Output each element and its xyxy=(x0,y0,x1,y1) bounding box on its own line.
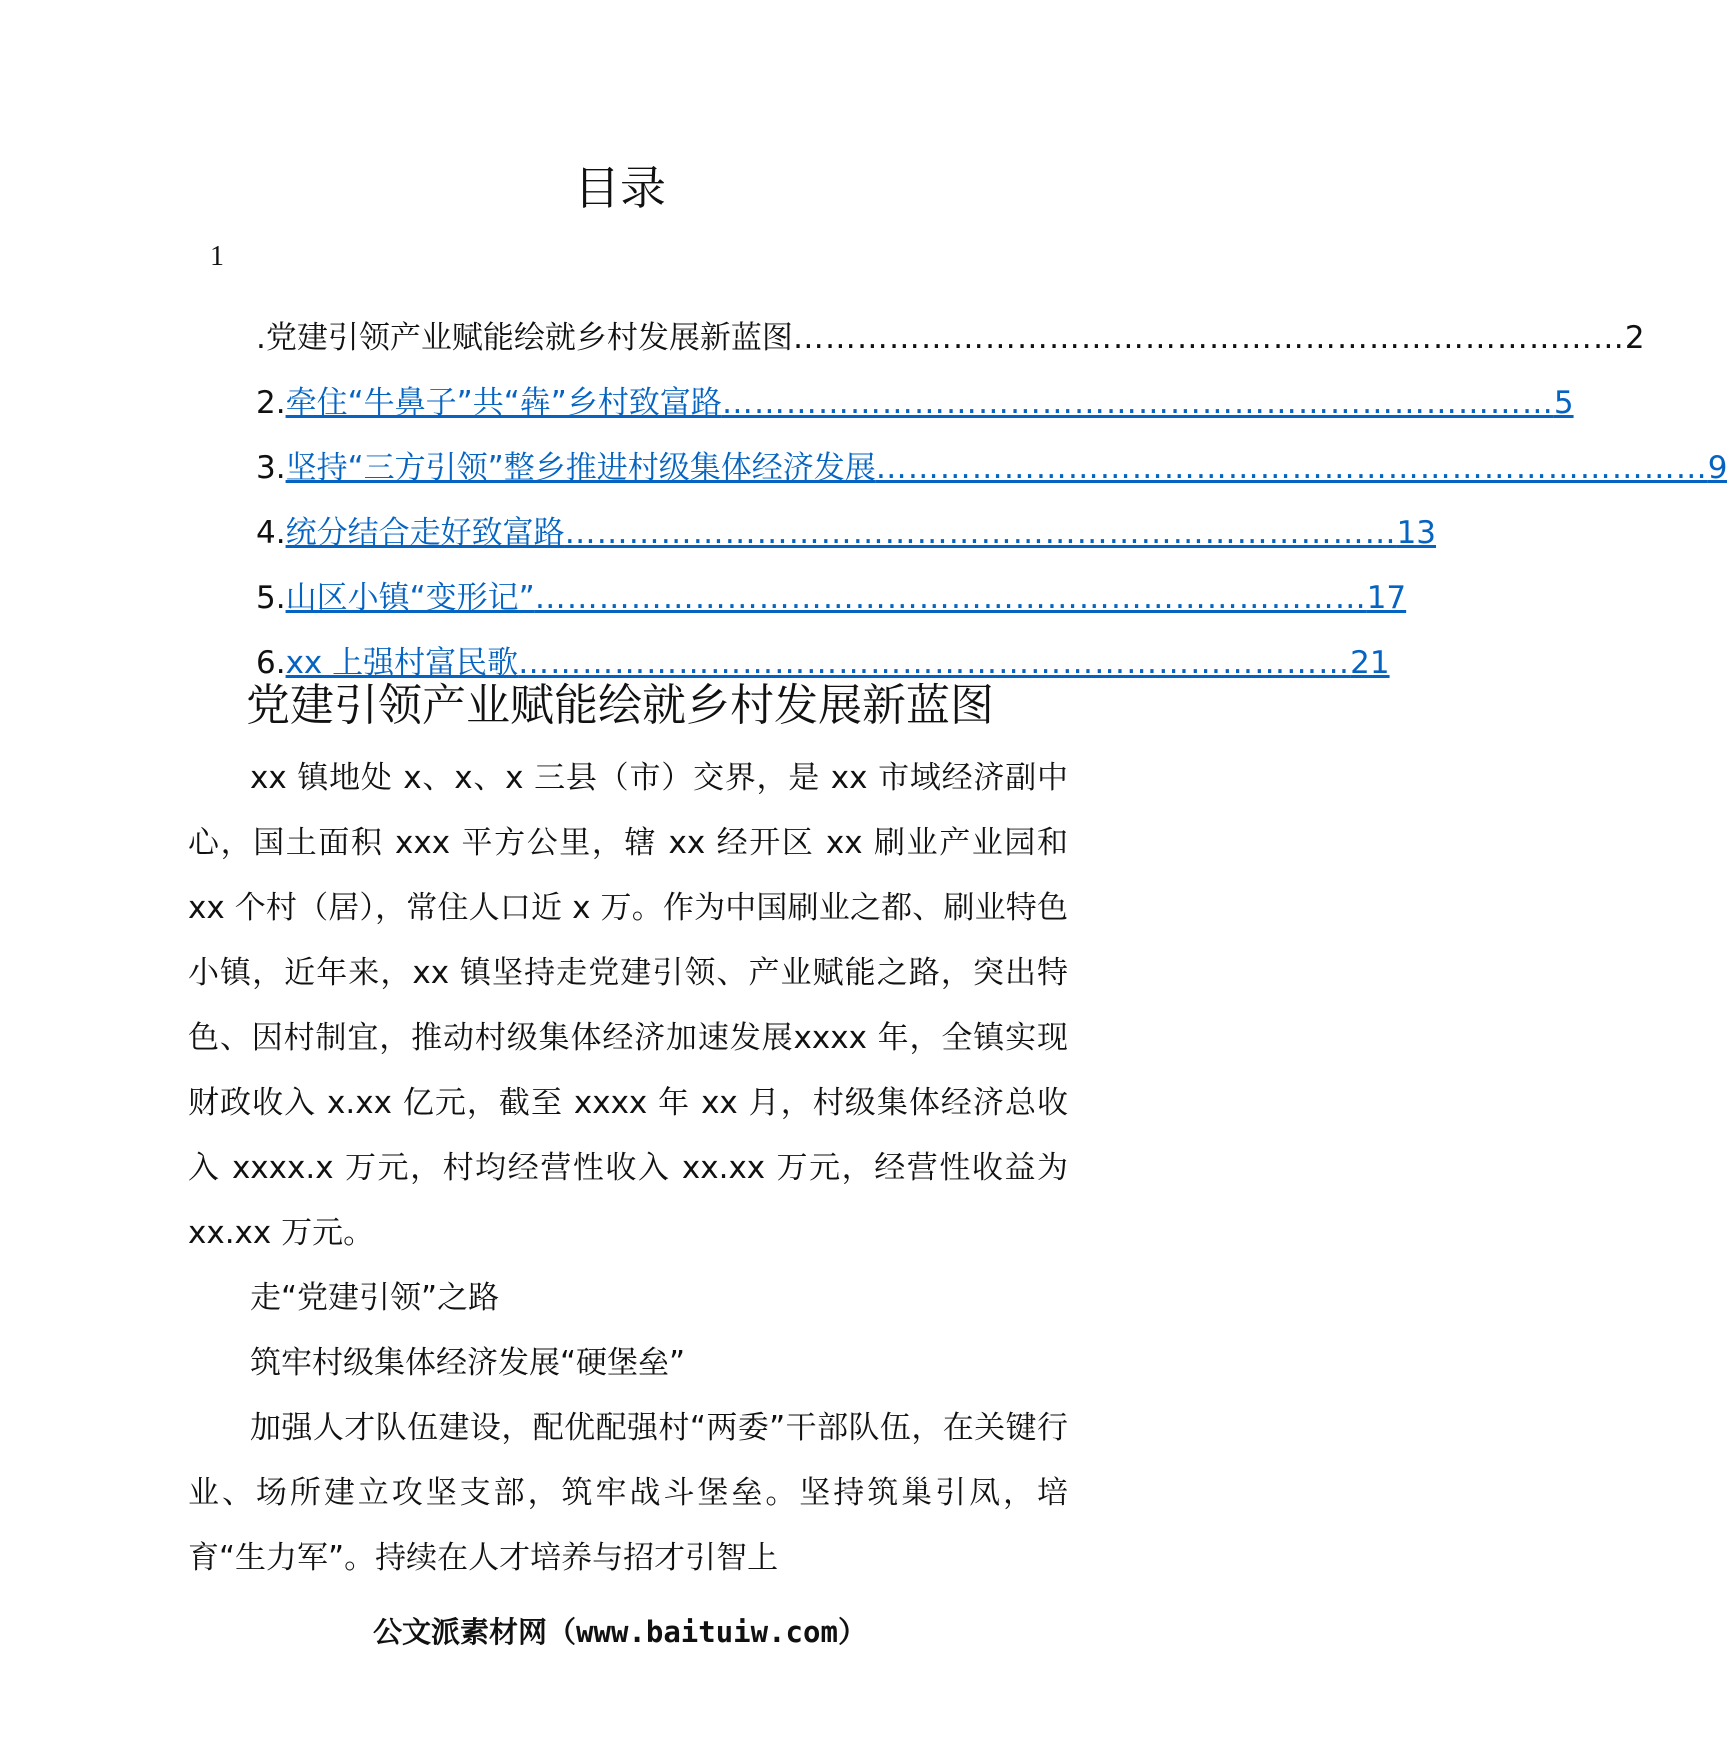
toc-item-number: 5. xyxy=(256,580,286,616)
section-subheading: 筑牢村级集体经济发展“硬堡垒” xyxy=(250,1345,686,1381)
toc-item-link[interactable]: 坚持“三方引领”整乡推进村级集体经济发展 xyxy=(285,450,876,486)
toc-item-leader[interactable]: …………………………………………………………………… xyxy=(875,450,1708,486)
toc-item-number: 2. xyxy=(256,385,286,421)
toc-item-text[interactable]: .党建引领产业赋能绘就乡村发展新蓝图 xyxy=(256,320,793,356)
toc-item[interactable] xyxy=(256,361,1574,426)
toc-item-leader[interactable]: …………………………………………………………………… xyxy=(534,580,1367,616)
toc-item-number: 4. xyxy=(256,515,286,551)
article-title: 党建引领产业赋能绘就乡村发展新蓝图 xyxy=(246,680,994,731)
toc-item[interactable] xyxy=(256,491,1437,556)
toc-item-link[interactable]: 山区小镇“变形记” xyxy=(285,580,535,616)
toc-item-page[interactable]: 2 xyxy=(1624,320,1645,356)
toc-item-page[interactable]: 13 xyxy=(1396,515,1437,551)
toc-title: 目录 xyxy=(574,161,666,215)
toc-marker: 1 xyxy=(210,241,224,272)
toc-item-number: 6. xyxy=(256,645,286,681)
body-paragraph: 加强人才队伍建设，配优配强村“两委”干部队伍，在关键行业、场所建立攻坚支部，筑牢战斗堡垒。坚持筑巢引凤，培育“生力军”。持续在人才培养与招才引智上 xyxy=(188,1410,1068,1576)
toc-item-link[interactable]: 牵住“牛鼻子”共“犇”乡村致富路 xyxy=(285,385,722,421)
toc-item-leader[interactable]: …………………………………………………………………… xyxy=(721,385,1554,421)
article-body xyxy=(188,746,1068,1591)
toc-item-page[interactable]: 9 xyxy=(1707,450,1727,486)
toc-item-page[interactable]: 17 xyxy=(1366,580,1407,616)
section-heading: 走“党建引领”之路 xyxy=(250,1280,500,1316)
toc-item-page[interactable]: 5 xyxy=(1553,385,1574,421)
toc-item-leader[interactable]: …………………………………………………………………… xyxy=(564,515,1397,551)
footer-watermark: 公文派素材网（www.baituiw.com） xyxy=(373,1615,867,1649)
toc-item[interactable] xyxy=(256,556,1407,621)
toc-item-leader[interactable]: …………………………………………………………………… xyxy=(518,645,1351,681)
toc-list xyxy=(256,296,1727,686)
toc-item[interactable] xyxy=(256,296,1645,361)
toc-item-leader: …………………………………………………………………… xyxy=(792,320,1625,356)
toc-item[interactable] xyxy=(256,426,1727,491)
toc-item-page[interactable]: 21 xyxy=(1350,645,1390,681)
toc-item-link[interactable]: 统分结合走好致富路 xyxy=(285,515,565,551)
toc-item-link[interactable]: xx 上强村富民歌 xyxy=(285,645,519,681)
toc-item-number: 3. xyxy=(256,450,286,486)
body-paragraph: xx 镇地处 x、x、x 三县（市）交界，是 xx 市域经济副中心，国土面积 xxx 平方公里，辖 xx 经开区 xx 刷业产业园和 xx 个村（居），常住人口近 x 万。作为中国刷业之都、刷业特色小镇，近年来，xx 镇坚持走党建引领、产业赋能之路，突出特色、因村制宜，推动村级集体经济加速发展xxxx 年，全镇实现财政收入 x.xx 亿元，截至 xxxx 年 xx 月，村级集体经济总收入 xxxx.x 万元，村均经营性收入 xx.xx 万元，经营性收益为 xx.xx 万元。 xyxy=(188,760,1068,1251)
